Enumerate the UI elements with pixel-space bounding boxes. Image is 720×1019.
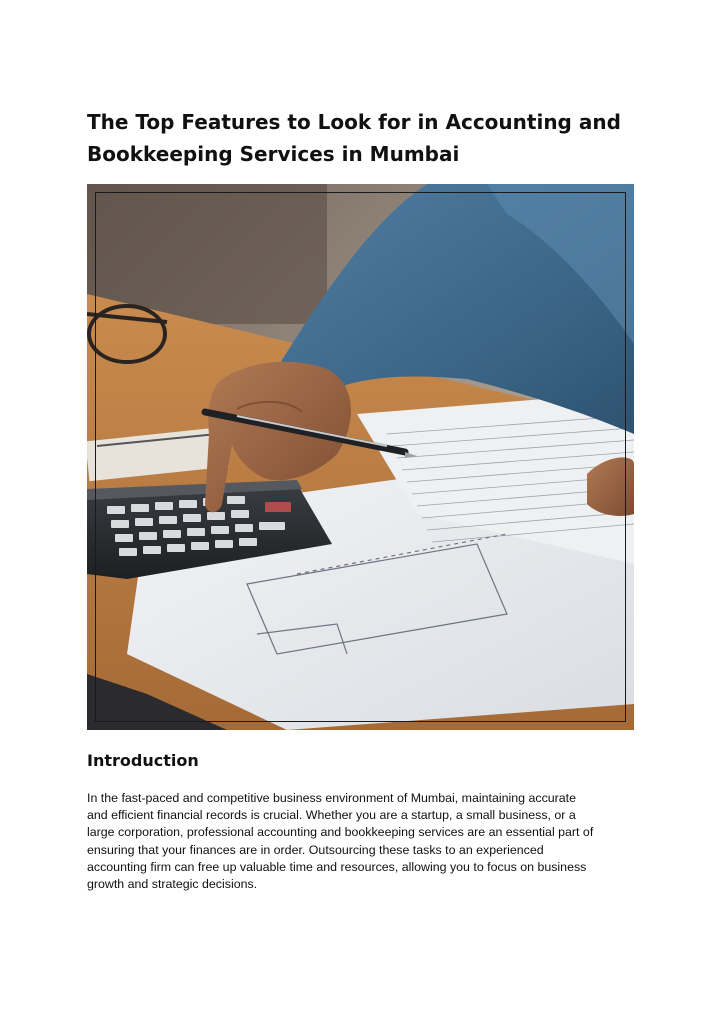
paragraph-line: and efficient financial records is crucial. Whether you are a startup, a small business, or a	[87, 808, 576, 823]
page-title	[87, 106, 647, 170]
paragraph-line: ensuring that your finances are in order. Outsourcing these tasks to an experienced	[87, 842, 544, 857]
introduction-paragraph	[87, 790, 647, 893]
section-heading-introduction: Introduction	[87, 751, 199, 770]
title-line: Bookkeeping Services in Mumbai	[87, 142, 460, 166]
paragraph-line: accounting firm can free up valuable time and resources, allowing you to focus on business	[87, 859, 587, 874]
paragraph-line: growth and strategic decisions.	[87, 877, 258, 892]
title-line: The Top Features to Look for in Accounting and	[87, 110, 621, 134]
accounting-photo-icon	[87, 184, 634, 730]
paragraph-line: large corporation, professional accounting and bookkeeping services are an essential part of	[87, 825, 594, 840]
paragraph-line: In the fast-paced and competitive business environment of Mumbai, maintaining accurate	[87, 791, 577, 805]
hero-image	[87, 184, 634, 730]
